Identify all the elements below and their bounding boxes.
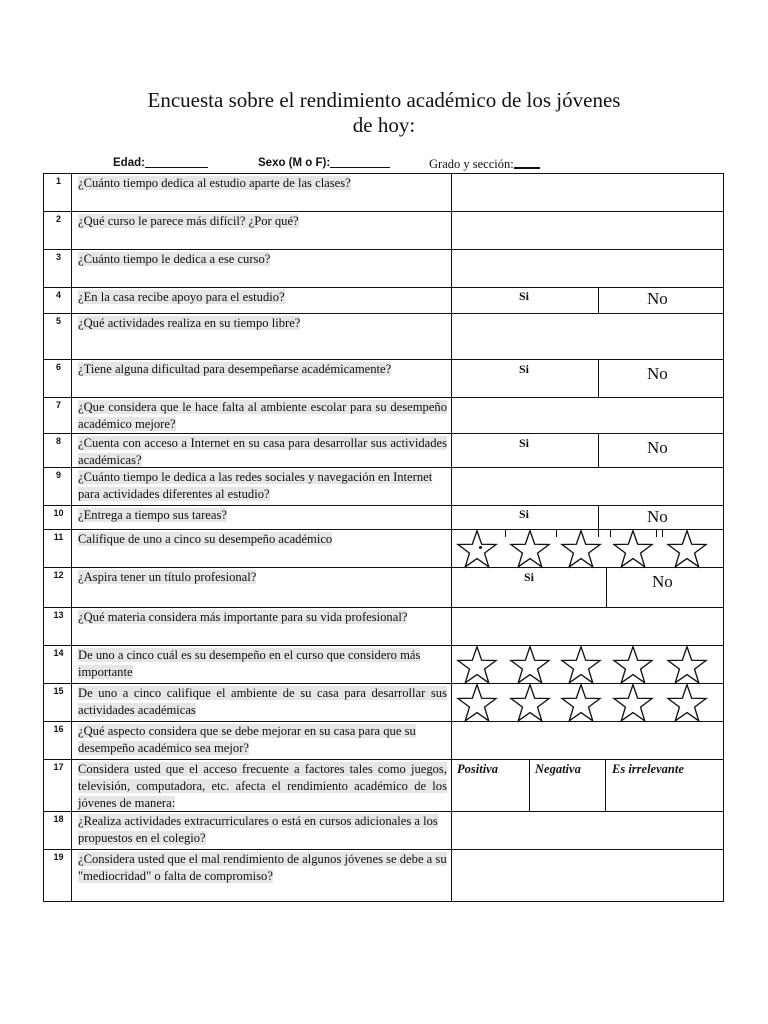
question-number-cell [43,433,72,468]
question-number: 12 [53,570,64,580]
question-number: 9 [55,470,61,480]
question-cell [71,759,452,812]
yes-option[interactable]: Si [519,507,530,521]
answer-cell[interactable] [451,505,724,530]
grade-blank[interactable] [514,157,540,169]
survey-table [43,173,724,901]
question-text [78,469,447,503]
question-text-content: Califique de uno a cinco su desempeño académico [78,532,333,546]
answer-cell[interactable] [451,211,724,250]
question-cell [71,359,452,398]
question-text-content: ¿Aspira tener un título profesional? [78,570,257,584]
rating-star-5-icon[interactable] [664,645,710,685]
question-text [78,647,447,681]
rating-star-2-icon[interactable] [507,683,553,723]
question-text [78,609,447,626]
rating-divider [656,530,657,537]
answer-cell[interactable] [451,567,724,608]
question-text-content: Considera usted que el acceso frecuente a factores tales como juegos, televisión, computadora, etc. afecta el rendimiento académico de los jóvenes de manera: [78,762,447,810]
question-text-content: ¿Qué curso le parece más difícil? ¿Por qué? [78,214,299,228]
rating-divider [556,530,557,537]
age-blank[interactable] [145,157,208,168]
survey-row [43,759,724,812]
answer-cell[interactable] [451,529,724,568]
question-text-content: ¿Entrega a tiempo sus tareas? [78,508,227,522]
survey-row [43,567,724,608]
sex-blank[interactable] [330,157,390,168]
impact-option-3[interactable]: Es irrelevante [612,762,684,776]
question-text-content: De uno a cinco califique el ambiente de su casa para desarrollar sus actividades académicas [78,686,447,717]
answer-cell[interactable] [451,811,724,850]
answer-cell[interactable] [451,397,724,434]
question-number: 1 [55,176,61,186]
question-text-content: ¿Que considera que le hace falta al ambiente escolar para su desempeño académico mejore? [78,400,447,431]
survey-row [43,645,724,684]
answer-cell[interactable] [451,759,724,812]
question-cell [71,433,452,468]
question-cell [71,249,452,288]
question-number: 5 [55,316,61,326]
question-text [78,435,447,469]
question-text-content: ¿Cuánto tiempo le dedica a ese curso? [78,252,271,266]
no-option[interactable]: No [647,364,668,383]
rating-star-1-icon[interactable] [454,645,500,685]
question-text [78,175,447,192]
question-number-cell [43,505,72,530]
rating-star-2-icon[interactable] [507,645,553,685]
question-number-cell [43,359,72,398]
question-number: 13 [53,610,64,620]
survey-title-line1: Encuesta sobre el rendimiento académico de los jóvenes [147,88,621,112]
question-text-content: ¿Realiza actividades extracurriculares o está en cursos adicionales a los propuestos en el colegio? [78,814,438,845]
question-number: 16 [53,724,64,734]
answer-cell[interactable] [451,433,724,468]
question-number-cell [43,811,72,850]
grade-label: Grado y sección: [429,157,514,171]
survey-row [43,359,724,398]
survey-row [43,249,724,288]
survey-title-line2: de hoy: [352,113,416,137]
question-cell [71,607,452,646]
answer-divider [598,506,599,529]
survey-row [43,173,724,212]
rating-star-4-icon[interactable] [610,645,656,685]
impact-option-2[interactable]: Negativa [535,762,581,776]
question-number-cell [43,529,72,568]
survey-row [43,721,724,760]
yes-option[interactable]: Si [524,570,535,584]
survey-row [43,467,724,506]
answer-cell[interactable] [451,467,724,506]
option-divider [605,760,606,811]
survey-row [43,313,724,360]
question-cell [71,683,452,722]
rating-stars[interactable] [452,684,725,721]
question-text [78,399,447,433]
survey-row [43,529,724,568]
sex-field[interactable] [258,157,330,169]
question-text [78,213,447,230]
question-number-cell [43,849,72,902]
question-number: 10 [53,508,64,518]
rating-star-4-icon[interactable] [610,683,656,723]
question-text [78,761,447,812]
question-number: 2 [55,214,61,224]
question-number: 14 [53,648,64,658]
question-number-cell [43,645,72,684]
question-text-content: ¿En la casa recibe apoyo para el estudio? [78,290,285,304]
question-text-content: ¿Qué materia considera más importante para su vida profesional? [78,610,408,624]
answer-cell[interactable] [451,849,724,902]
question-number-cell [43,397,72,434]
question-number: 7 [55,400,61,410]
question-text-content: De uno a cinco cuál es su desempeño en el curso que considero más importante [78,648,421,679]
survey-row [43,287,724,314]
question-cell [71,313,452,360]
question-number: 6 [55,362,61,372]
question-text [78,507,447,524]
question-cell [71,211,452,250]
question-text-content: ¿Qué aspecto considera que se debe mejorar en su casa para que su desempeño académico sea mejor? [78,724,416,755]
question-cell [71,811,452,850]
survey-row [43,211,724,250]
answer-cell[interactable] [451,721,724,760]
question-text-content: ¿Qué actividades realiza en su tiempo libre? [78,316,301,330]
question-cell [71,529,452,568]
question-number-cell [43,607,72,646]
question-number-cell [43,211,72,250]
yes-option[interactable]: Si [519,362,530,376]
answer-cell[interactable] [451,645,724,684]
option-divider [529,760,530,811]
question-text [78,723,447,757]
survey-row [43,433,724,468]
question-number-cell [43,313,72,360]
question-number-cell [43,249,72,288]
question-text [78,361,447,378]
answer-divider [598,434,599,467]
question-text-content: ¿Tiene alguna dificultad para desempeñarse académicamente? [78,362,392,376]
question-number-cell [43,567,72,608]
rating-star-1-icon[interactable] [454,683,500,723]
question-text-content: ¿Cuánto tiempo dedica al estudio aparte de las clases? [78,176,351,190]
question-cell [71,721,452,760]
question-cell [71,849,452,902]
rating-star-5-icon[interactable] [664,683,710,723]
answer-cell[interactable] [451,173,724,212]
no-option[interactable]: No [652,572,673,591]
rating-star-3-icon[interactable] [558,645,604,685]
question-number: 4 [55,290,61,300]
impact-option-1[interactable]: Positiva [457,762,498,776]
answer-cell[interactable] [451,607,724,646]
question-number-cell [43,173,72,212]
survey-row [43,811,724,850]
question-text-content: ¿Cuánto tiempo le dedica a las redes sociales y navegación en Internet para actividades diferentes al estudio? [78,470,433,501]
yes-option[interactable]: Si [519,436,530,450]
question-number: 17 [53,762,64,772]
question-text [78,685,447,719]
answer-cell[interactable] [451,287,724,314]
question-cell [71,397,452,434]
no-option[interactable]: No [647,289,668,308]
age-field[interactable] [113,157,145,169]
rating-star-3-icon[interactable] [558,683,604,723]
question-text [78,851,447,885]
question-text [78,813,447,847]
question-text [78,315,447,332]
question-number-cell [43,759,72,812]
rating-divider [505,530,506,537]
grade-field[interactable] [429,157,514,172]
survey-row [43,849,724,902]
sex-label: Sexo (M o F): [258,157,331,169]
rating-stars[interactable] [452,530,725,567]
survey-row [43,683,724,722]
question-cell [71,287,452,314]
rating-star-2-icon[interactable] [507,529,553,569]
question-text [78,289,447,306]
rating-stars[interactable] [452,646,725,683]
age-label: Edad: [113,157,145,169]
rating-divider [598,530,599,537]
yes-option[interactable]: Si [519,289,530,303]
question-number: 11 [53,532,64,542]
answer-cell[interactable] [451,359,724,398]
survey-row [43,607,724,646]
answer-divider [606,568,607,607]
question-text [78,251,447,268]
rating-dot [479,546,482,549]
question-text [78,531,447,548]
question-number: 18 [53,814,64,824]
question-number: 15 [53,686,64,696]
rating-star-5-icon[interactable] [664,529,710,569]
question-number-cell [43,287,72,314]
question-text-content: ¿Considera usted que el mal rendimiento de algunos jóvenes se debe a su "mediocridad" o falta de compromiso? [78,852,447,883]
question-cell [71,467,452,506]
question-number: 8 [55,436,61,446]
answer-cell[interactable] [451,683,724,722]
survey-title [0,88,768,138]
answer-cell[interactable] [451,249,724,288]
question-number-cell [43,721,72,760]
survey-row [43,505,724,530]
answer-divider [598,360,599,397]
rating-divider [662,530,663,537]
question-cell [71,645,452,684]
rating-divider [610,530,611,537]
rating-star-4-icon[interactable] [610,529,656,569]
question-number-cell [43,467,72,506]
answer-divider [598,288,599,313]
question-cell [71,173,452,212]
question-cell [71,505,452,530]
no-option[interactable]: No [647,438,668,457]
question-number: 3 [55,252,61,262]
respondent-fields [0,157,768,173]
question-cell [71,567,452,608]
rating-star-1-icon[interactable] [454,529,500,569]
question-text-content: ¿Cuenta con acceso a Internet en su casa para desarrollar sus actividades académicas? [78,436,447,467]
question-text [78,569,447,586]
no-option[interactable]: No [647,507,668,526]
survey-row [43,397,724,434]
answer-cell[interactable] [451,313,724,360]
question-number-cell [43,683,72,722]
question-number: 19 [53,852,64,862]
